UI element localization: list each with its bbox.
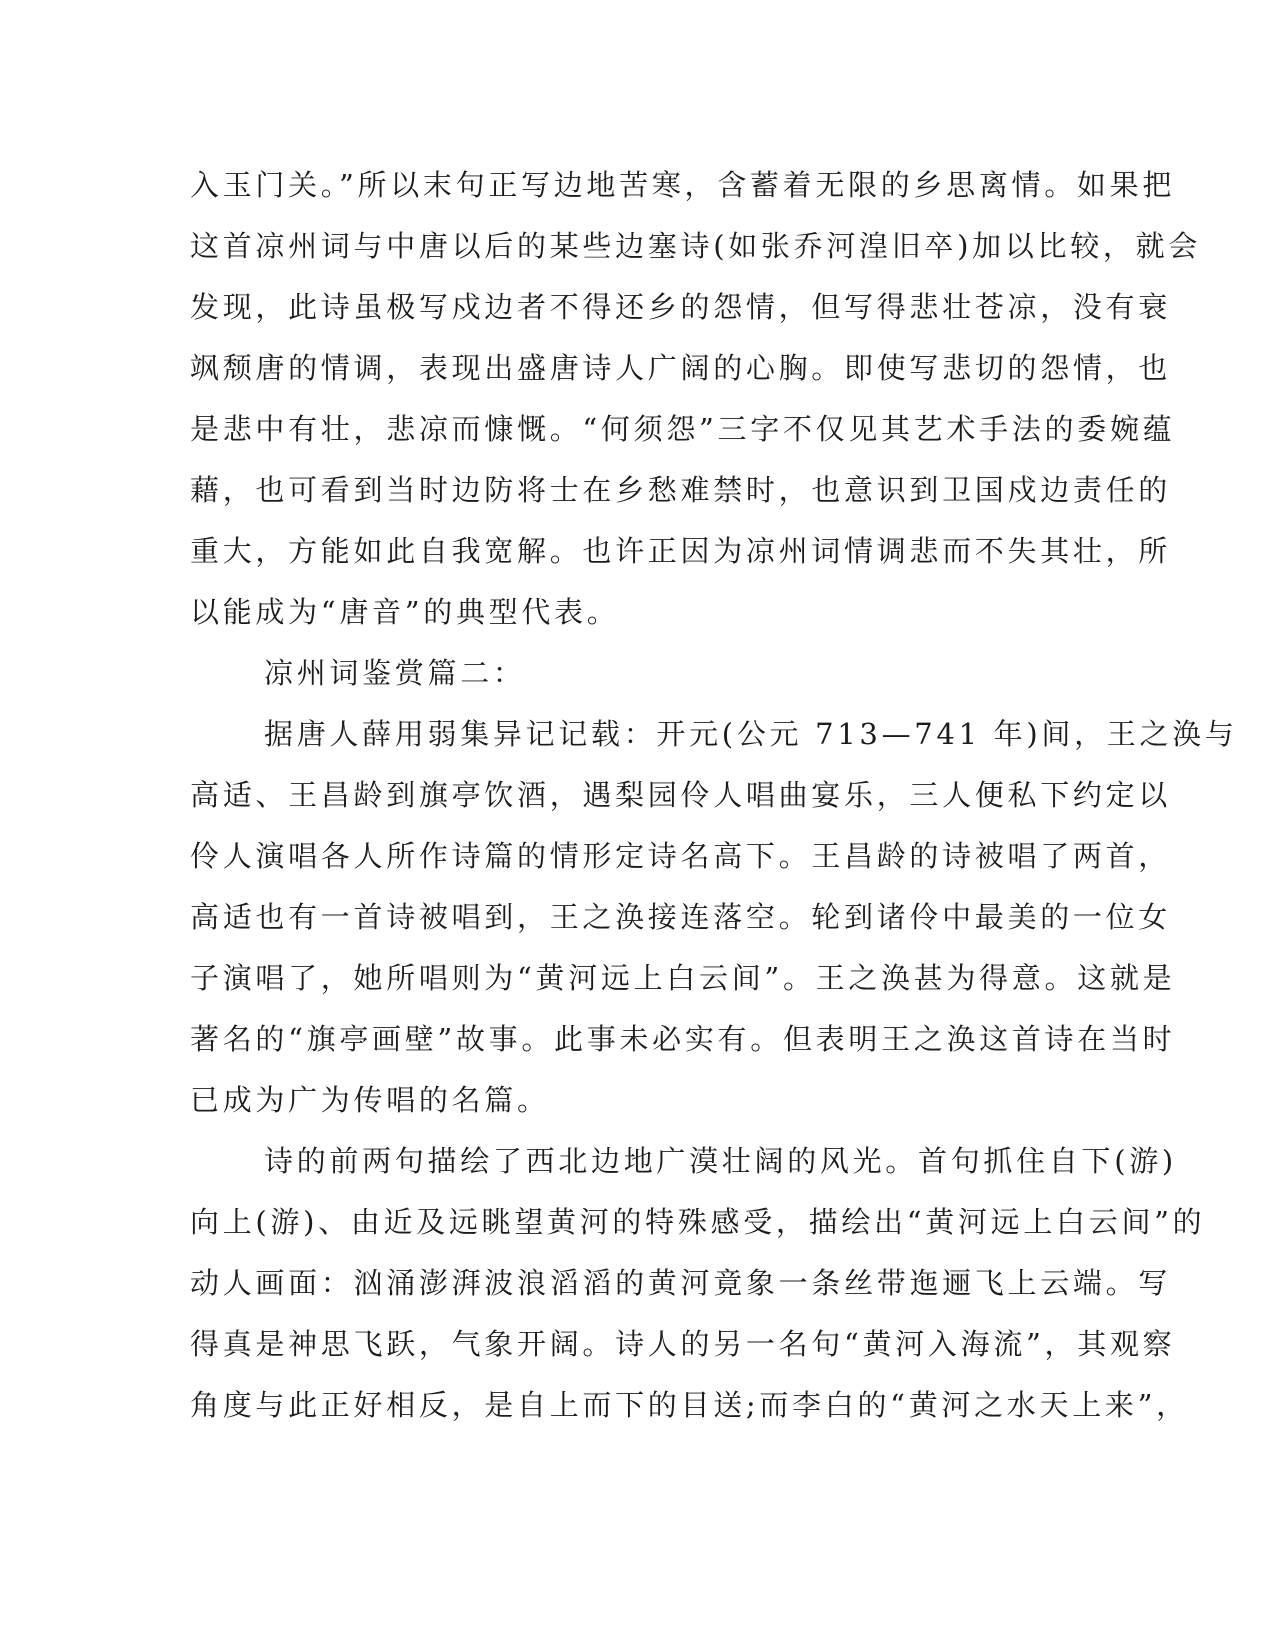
text-line: 发现，此诗虽极写戍边者不得还乡的怨情，但写得悲壮苍凉，没有衰 [190, 290, 1172, 324]
text-line: 这首凉州词与中唐以后的某些边塞诗(如张乔河湟旧卒)加以比较，就会 [190, 229, 1202, 263]
text-line: 诗的前两句描绘了西北边地广漠壮阔的风光。首句抓住自下(游) [264, 1144, 1177, 1178]
text-line: 子演唱了，她所唱则为“黄河远上白云间”。王之涣甚为得意。这就是 [190, 961, 1176, 995]
text-line: 高适也有一首诗被唱到，王之涣接连落空。轮到诸伶中最美的一位女 [190, 900, 1172, 934]
paragraph-qiting-story [190, 704, 1238, 1131]
text-line: 是悲中有壮，悲凉而慷慨。“何须怨”三字不仅见其艺术手法的委婉蕴 [190, 412, 1176, 446]
text-line: 已成为广为传唱的名篇。 [190, 1083, 550, 1117]
paragraph-poem-analysis [190, 1131, 1206, 1436]
text-line: 飒颓唐的情调，表现出盛唐诗人广阔的心胸。即使写悲切的怨情，也 [190, 351, 1172, 385]
paragraph-continued-commentary [190, 155, 1202, 643]
text-line: 入玉门关。”所以末句正写边地苦寒，含蓄着无限的乡思离情。如果把 [190, 168, 1176, 202]
text-line: 据唐人薛用弱集异记记载：开元(公元 713—741 年)间，王之涣与 [264, 717, 1238, 751]
text-line: 动人画面：汹涌澎湃波浪滔滔的黄河竟象一条丝带迤逦飞上云端。写 [190, 1266, 1172, 1300]
text-line: 伶人演唱各人所作诗篇的情形定诗名高下。王昌龄的诗被唱了两首， [190, 839, 1172, 873]
document-body [190, 155, 1238, 1436]
text-line: 高适、王昌龄到旗亭饮酒，遇梨园伶人唱曲宴乐，三人便私下约定以 [190, 778, 1172, 812]
section-heading: 凉州词鉴赏篇二： [264, 656, 526, 690]
text-line: 得真是神思飞跃，气象开阔。诗人的另一名句“黄河入海流”，其观察 [190, 1327, 1176, 1361]
text-line: 重大，方能如此自我宽解。也许正因为凉州词情调悲而不失其壮，所 [190, 534, 1172, 568]
text-line: 著名的“旗亭画壁”故事。此事未必实有。但表明王之涣这首诗在当时 [190, 1022, 1176, 1056]
text-line: 向上(游)、由近及远眺望黄河的特殊感受，描绘出“黄河远上白云间”的 [190, 1205, 1206, 1239]
text-line: 以能成为“唐音”的典型代表。 [190, 595, 620, 629]
text-line: 藉，也可看到当时边防将士在乡愁难禁时，也意识到卫国戍边责任的 [190, 473, 1172, 507]
text-line: 角度与此正好相反，是自上而下的目送;而李白的“黄河之水天上来”， [190, 1388, 1189, 1422]
